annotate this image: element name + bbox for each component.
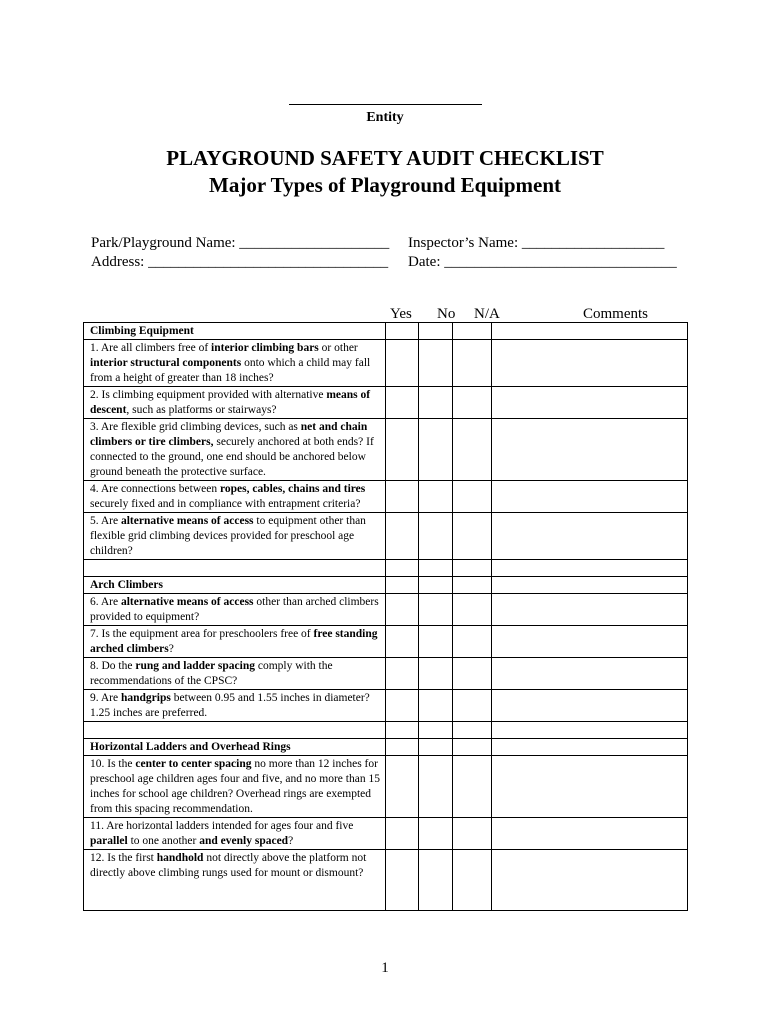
no-cell[interactable] bbox=[419, 594, 453, 626]
question-fragment: ? bbox=[288, 835, 294, 847]
na-cell[interactable] bbox=[453, 690, 492, 722]
na-cell[interactable] bbox=[453, 594, 492, 626]
question-fragment: to one another bbox=[127, 835, 200, 847]
comments-cell[interactable] bbox=[492, 387, 688, 419]
question-emphasis: interior climbing bars bbox=[211, 342, 319, 354]
na-cell[interactable] bbox=[453, 722, 492, 739]
category-heading bbox=[84, 577, 386, 594]
question-emphasis: free standing arched climbers bbox=[90, 628, 378, 655]
na-cell[interactable] bbox=[453, 560, 492, 577]
yes-cell[interactable] bbox=[386, 756, 419, 818]
no-cell[interactable] bbox=[419, 626, 453, 658]
question-fragment: other than arched climbers provided to equipment? bbox=[90, 596, 379, 623]
question-fragment: , such as platforms or stairways? bbox=[126, 404, 277, 416]
yes-cell[interactable] bbox=[386, 577, 419, 594]
na-cell[interactable] bbox=[453, 323, 492, 340]
yes-cell[interactable] bbox=[386, 481, 419, 513]
category-row bbox=[84, 577, 688, 594]
spacer-cell bbox=[84, 722, 386, 739]
page-number: 1 bbox=[381, 960, 389, 976]
spacer-cell bbox=[84, 560, 386, 577]
address-field[interactable]: Address: ________________________________ bbox=[91, 254, 389, 270]
category-heading-text: Climbing Equipment bbox=[90, 325, 194, 337]
page-subtitle: Major Types of Playground Equipment bbox=[209, 173, 561, 197]
no-cell[interactable] bbox=[419, 340, 453, 387]
question-text bbox=[84, 818, 386, 850]
question-fragment: to equipment other than flexible grid climbing devices provided for preschool age children? bbox=[90, 515, 366, 557]
question-row bbox=[84, 513, 688, 560]
question-text bbox=[84, 387, 386, 419]
comments-cell[interactable] bbox=[492, 513, 688, 560]
yes-cell[interactable] bbox=[386, 419, 419, 481]
comments-cell[interactable] bbox=[492, 818, 688, 850]
question-emphasis: and evenly spaced bbox=[199, 835, 289, 847]
question-fragment: between 0.95 and 1.55 inches in diameter? 1.25 inches are preferred. bbox=[90, 692, 370, 719]
page-title: PLAYGROUND SAFETY AUDIT CHECKLIST bbox=[166, 146, 604, 170]
yes-cell[interactable] bbox=[386, 850, 419, 911]
question-emphasis: interior structural components bbox=[90, 357, 242, 369]
no-cell[interactable] bbox=[419, 756, 453, 818]
question-row bbox=[84, 481, 688, 513]
question-emphasis: alternative means of access bbox=[120, 515, 254, 527]
question-emphasis: handhold bbox=[156, 852, 204, 864]
category-row bbox=[84, 323, 688, 340]
no-cell[interactable] bbox=[419, 513, 453, 560]
question-row bbox=[84, 690, 688, 722]
question-fragment: securely anchored at both ends? If connected to the ground, one end should be anchored below ground beneath the protective surface. bbox=[90, 436, 374, 478]
comments-cell[interactable] bbox=[492, 340, 688, 387]
no-cell[interactable] bbox=[419, 323, 453, 340]
no-cell[interactable] bbox=[419, 739, 453, 756]
question-fragment: comply with the recommendations of the CPSC? bbox=[90, 660, 333, 687]
question-fragment: 6. Are bbox=[90, 596, 121, 608]
question-fragment: securely fixed and in compliance with entrapment criteria? bbox=[90, 498, 361, 510]
yes-cell[interactable] bbox=[386, 323, 419, 340]
question-text bbox=[84, 756, 386, 818]
question-fragment: 5. Are bbox=[90, 515, 121, 527]
question-fragment: 10. Is the bbox=[90, 758, 136, 770]
question-fragment: ? bbox=[168, 643, 174, 655]
question-text bbox=[84, 626, 386, 658]
question-fragment: 9. Are bbox=[90, 692, 121, 704]
comments-cell[interactable] bbox=[492, 594, 688, 626]
na-cell[interactable] bbox=[453, 387, 492, 419]
question-emphasis: handgrips bbox=[120, 692, 171, 704]
question-row bbox=[84, 387, 688, 419]
no-cell[interactable] bbox=[419, 690, 453, 722]
no-cell[interactable] bbox=[419, 481, 453, 513]
question-emphasis: means of descent bbox=[90, 389, 371, 416]
column-header-yes: Yes bbox=[390, 306, 412, 322]
question-text bbox=[84, 850, 386, 911]
question-fragment: or other bbox=[318, 342, 358, 354]
spacer-row bbox=[84, 722, 688, 739]
question-text bbox=[84, 658, 386, 690]
question-fragment: 8. Do the bbox=[90, 660, 136, 672]
yes-cell[interactable] bbox=[386, 722, 419, 739]
checklist-table bbox=[83, 322, 688, 911]
question-text bbox=[84, 481, 386, 513]
question-emphasis: ropes, cables, chains and tires bbox=[219, 483, 366, 495]
question-emphasis: rung and ladder spacing bbox=[135, 660, 255, 672]
yes-cell[interactable] bbox=[386, 690, 419, 722]
na-cell[interactable] bbox=[453, 756, 492, 818]
question-emphasis: parallel bbox=[90, 835, 128, 847]
no-cell[interactable] bbox=[419, 387, 453, 419]
question-fragment: 3. Are flexible grid climbing devices, such as bbox=[90, 421, 301, 433]
question-fragment: no more than 12 inches for preschool age children ages four and five, and no more than 15 inches for school age children? Overhead rings are exempted from this spacing recommendation. bbox=[90, 758, 380, 815]
category-heading-text: Horizontal Ladders and Overhead Rings bbox=[90, 741, 291, 753]
question-row bbox=[84, 340, 688, 387]
question-fragment: onto which a child may fall from a height of greater than 18 inches? bbox=[90, 357, 371, 384]
yes-cell[interactable] bbox=[386, 739, 419, 756]
question-row bbox=[84, 818, 688, 850]
entity-signature-line bbox=[289, 104, 482, 105]
na-cell[interactable] bbox=[453, 658, 492, 690]
comments-cell[interactable] bbox=[492, 756, 688, 818]
na-cell[interactable] bbox=[453, 513, 492, 560]
na-cell[interactable] bbox=[453, 850, 492, 911]
comments-cell[interactable] bbox=[492, 577, 688, 594]
no-cell[interactable] bbox=[419, 818, 453, 850]
question-emphasis: net and chain climbers or tire climbers, bbox=[90, 421, 368, 448]
question-row bbox=[84, 419, 688, 481]
comments-cell[interactable] bbox=[492, 739, 688, 756]
question-fragment: 12. Is the first bbox=[90, 852, 157, 864]
question-fragment: 11. Are horizontal ladders intended for ages four and five bbox=[90, 820, 354, 832]
date-field[interactable]: Date: _______________________________ bbox=[408, 254, 677, 270]
yes-cell[interactable] bbox=[386, 626, 419, 658]
question-text bbox=[84, 340, 386, 387]
no-cell[interactable] bbox=[419, 577, 453, 594]
column-header-comments: Comments bbox=[583, 306, 649, 322]
question-emphasis: center to center spacing bbox=[135, 758, 252, 770]
question-text bbox=[84, 513, 386, 560]
question-emphasis: alternative means of access bbox=[120, 596, 254, 608]
no-cell[interactable] bbox=[419, 850, 453, 911]
category-heading bbox=[84, 323, 386, 340]
question-fragment: 7. Is the equipment area for preschoolers free of bbox=[90, 628, 314, 640]
yes-cell[interactable] bbox=[386, 818, 419, 850]
comments-cell[interactable] bbox=[492, 722, 688, 739]
column-header-na: N/A bbox=[474, 306, 500, 322]
comments-cell[interactable] bbox=[492, 323, 688, 340]
na-cell[interactable] bbox=[453, 818, 492, 850]
na-cell[interactable] bbox=[453, 340, 492, 387]
no-cell[interactable] bbox=[419, 419, 453, 481]
question-row bbox=[84, 594, 688, 626]
yes-cell[interactable] bbox=[386, 658, 419, 690]
question-fragment: 2. Is climbing equipment provided with alternative bbox=[90, 389, 327, 401]
question-row bbox=[84, 756, 688, 818]
question-fragment: 4. Are connections between bbox=[90, 483, 220, 495]
yes-cell[interactable] bbox=[386, 340, 419, 387]
comments-cell[interactable] bbox=[492, 658, 688, 690]
comments-cell[interactable] bbox=[492, 560, 688, 577]
na-cell[interactable] bbox=[453, 626, 492, 658]
entity-label: Entity bbox=[366, 110, 404, 125]
no-cell[interactable] bbox=[419, 722, 453, 739]
comments-cell[interactable] bbox=[492, 626, 688, 658]
column-header-no: No bbox=[437, 306, 456, 322]
spacer-row bbox=[84, 560, 688, 577]
category-heading-text: Arch Climbers bbox=[90, 579, 163, 591]
no-cell[interactable] bbox=[419, 658, 453, 690]
comments-cell[interactable] bbox=[492, 419, 688, 481]
category-row bbox=[84, 739, 688, 756]
yes-cell[interactable] bbox=[386, 387, 419, 419]
yes-cell[interactable] bbox=[386, 513, 419, 560]
na-cell[interactable] bbox=[453, 481, 492, 513]
comments-cell[interactable] bbox=[492, 690, 688, 722]
comments-cell[interactable] bbox=[492, 850, 688, 911]
question-text bbox=[84, 419, 386, 481]
comments-cell[interactable] bbox=[492, 481, 688, 513]
no-cell[interactable] bbox=[419, 560, 453, 577]
na-cell[interactable] bbox=[453, 419, 492, 481]
category-heading bbox=[84, 739, 386, 756]
question-row bbox=[84, 658, 688, 690]
question-row bbox=[84, 850, 688, 911]
inspector-name-field[interactable]: Inspector’s Name: ___________________ bbox=[408, 235, 665, 251]
question-fragment: not directly above the platform not directly above climbing rungs used for mount or dismount? bbox=[90, 852, 367, 879]
question-row bbox=[84, 626, 688, 658]
question-text bbox=[84, 594, 386, 626]
question-fragment: 1. Are all climbers free of bbox=[90, 342, 212, 354]
park-name-field[interactable]: Park/Playground Name: ____________________ bbox=[91, 235, 390, 251]
question-text bbox=[84, 690, 386, 722]
na-cell[interactable] bbox=[453, 577, 492, 594]
yes-cell[interactable] bbox=[386, 594, 419, 626]
yes-cell[interactable] bbox=[386, 560, 419, 577]
na-cell[interactable] bbox=[453, 739, 492, 756]
